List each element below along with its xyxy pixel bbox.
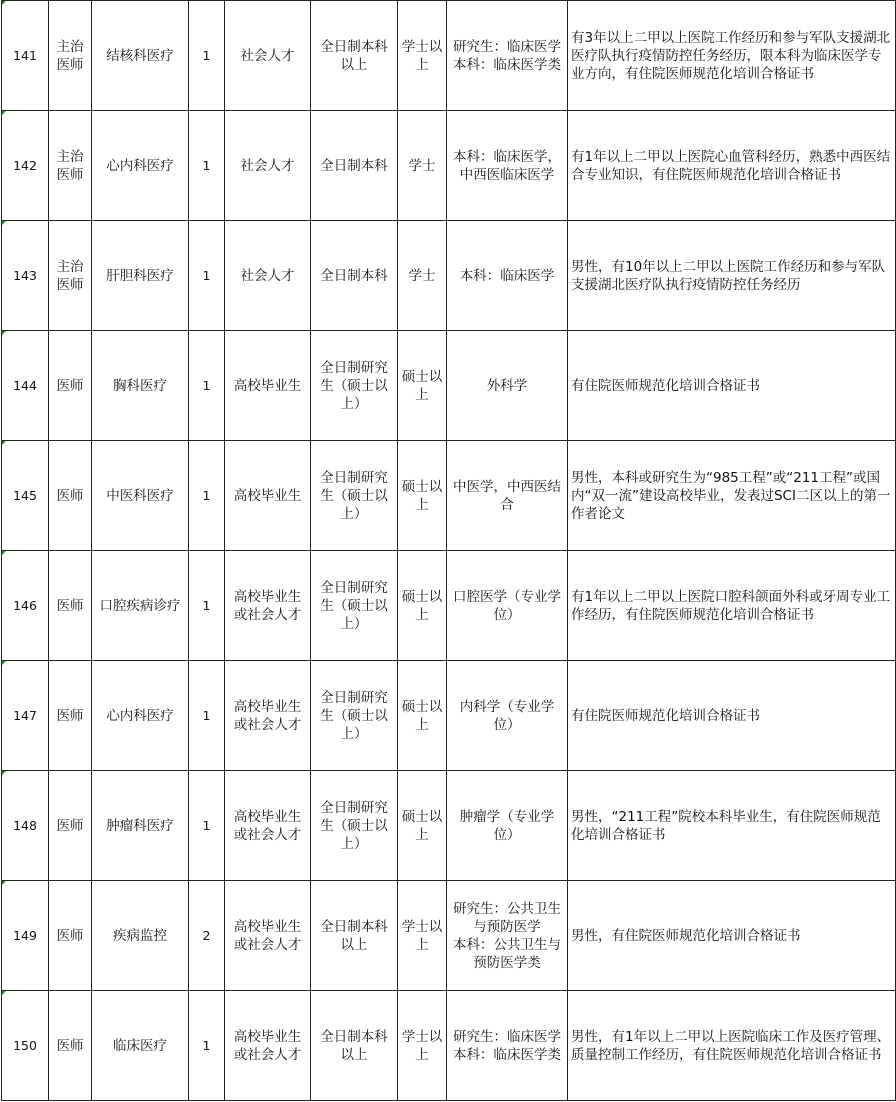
cell-source-text: 高校毕业生或社会人才 bbox=[233, 1028, 302, 1063]
cell-number bbox=[2, 991, 49, 1101]
cell-requirement-text: 有3年以上二甲以上医院工作经历和参与军队支援湖北医疗队执行疫情防控任务经历，限本科为临床医学专业方向，有住院医师规范化培训合格证书 bbox=[571, 29, 891, 82]
cell-source bbox=[225, 551, 311, 661]
cell-title bbox=[49, 771, 92, 881]
table-row bbox=[2, 221, 896, 331]
cell-position bbox=[92, 661, 189, 771]
cell-major bbox=[447, 881, 568, 991]
cell-position-text: 中医科医疗 bbox=[106, 487, 174, 504]
recruitment-table bbox=[1, 0, 896, 1101]
cell-education-text: 全日制本科以上 bbox=[320, 1028, 388, 1063]
cell-major bbox=[447, 331, 568, 441]
cell-source bbox=[225, 111, 311, 221]
cell-requirement bbox=[568, 111, 896, 221]
cell-requirement bbox=[568, 881, 896, 991]
cell-requirement-text: 男性，有10年以上二甲以上医院工作经历和参与军队支援湖北医疗队执行疫情防控任务经历 bbox=[571, 258, 886, 293]
cell-title bbox=[49, 551, 92, 661]
cell-major-text: 内科学（专业学位） bbox=[459, 698, 555, 733]
cell-number-text: 141 bbox=[13, 47, 37, 63]
cell-corner-mark bbox=[2, 661, 6, 665]
cell-education bbox=[311, 991, 398, 1101]
cell-position bbox=[92, 111, 189, 221]
cell-education-text: 全日制本科以上 bbox=[320, 38, 388, 73]
cell-requirement-text: 有1年以上二甲以上医院心血管科经历，熟悉中西医结合专业知识，有住院医师规范化培训合格证书 bbox=[571, 148, 891, 183]
cell-number-text: 145 bbox=[13, 487, 37, 503]
cell-count-text: 1 bbox=[202, 597, 211, 613]
cell-count bbox=[189, 551, 225, 661]
cell-source bbox=[225, 881, 311, 991]
cell-education-text: 全日制研究生（硕士以上） bbox=[320, 799, 388, 852]
cell-corner-mark bbox=[2, 881, 6, 885]
cell-title bbox=[49, 991, 92, 1101]
cell-corner-mark bbox=[2, 551, 6, 555]
cell-education-text: 全日制研究生（硕士以上） bbox=[320, 359, 388, 412]
cell-requirement bbox=[568, 221, 896, 331]
cell-number-text: 150 bbox=[13, 1037, 37, 1053]
cell-number-text: 148 bbox=[13, 817, 37, 833]
cell-title-text: 医师 bbox=[56, 927, 84, 944]
cell-source bbox=[225, 661, 311, 771]
cell-number-text: 142 bbox=[13, 157, 37, 173]
cell-major-text: 外科学 bbox=[486, 377, 528, 394]
cell-count bbox=[189, 331, 225, 441]
cell-number-text: 149 bbox=[13, 927, 37, 943]
cell-source bbox=[225, 771, 311, 881]
cell-count-text: 1 bbox=[202, 377, 211, 393]
cell-education-text: 全日制研究生（硕士以上） bbox=[320, 469, 388, 522]
cell-source-text: 高校毕业生 bbox=[233, 487, 302, 504]
cell-education-text: 全日制研究生（硕士以上） bbox=[320, 689, 388, 742]
cell-education bbox=[311, 1, 398, 111]
cell-major bbox=[447, 661, 568, 771]
cell-degree bbox=[398, 221, 447, 331]
cell-major-text: 本科：临床医学 bbox=[459, 267, 555, 284]
cell-major-text: 本科：临床医学，中西医临床医学 bbox=[453, 148, 561, 183]
cell-degree bbox=[398, 881, 447, 991]
cell-education-text: 全日制本科以上 bbox=[320, 918, 388, 953]
cell-major-text: 研究生：临床医学 本科：临床医学类 bbox=[453, 38, 561, 73]
cell-position bbox=[92, 881, 189, 991]
cell-title-text: 医师 bbox=[56, 817, 84, 834]
cell-education bbox=[311, 661, 398, 771]
cell-title-text: 主治医师 bbox=[56, 148, 84, 183]
cell-requirement bbox=[568, 441, 896, 551]
cell-source bbox=[225, 331, 311, 441]
cell-degree-text: 学士 bbox=[408, 157, 436, 174]
cell-title-text: 主治医师 bbox=[56, 258, 84, 293]
cell-source-text: 高校毕业生或社会人才 bbox=[233, 918, 302, 953]
table-row bbox=[2, 881, 896, 991]
cell-major bbox=[447, 441, 568, 551]
cell-requirement-text: 男性，“211工程”院校本科毕业生，有住院医师规范化培训合格证书 bbox=[571, 808, 881, 843]
cell-source-text: 社会人才 bbox=[240, 267, 295, 284]
cell-requirement-text: 有1年以上二甲以上医院口腔科颌面外科或牙周专业工作经历，有住院医师规范化培训合格证书 bbox=[571, 588, 891, 623]
cell-major bbox=[447, 991, 568, 1101]
cell-major-text: 口腔医学（专业学位） bbox=[453, 588, 561, 623]
cell-position-text: 胸科医疗 bbox=[113, 377, 167, 394]
cell-degree bbox=[398, 111, 447, 221]
cell-degree bbox=[398, 1, 447, 111]
cell-degree bbox=[398, 991, 447, 1101]
cell-corner-mark bbox=[2, 771, 6, 775]
cell-count-text: 1 bbox=[202, 47, 211, 63]
cell-requirement bbox=[568, 991, 896, 1101]
cell-major bbox=[447, 221, 568, 331]
cell-degree bbox=[398, 551, 447, 661]
cell-title bbox=[49, 661, 92, 771]
cell-count-text: 1 bbox=[202, 707, 211, 723]
cell-count bbox=[189, 991, 225, 1101]
cell-education bbox=[311, 111, 398, 221]
cell-requirement-text: 男性，有住院医师规范化培训合格证书 bbox=[571, 927, 801, 944]
cell-title bbox=[49, 1, 92, 111]
cell-number-text: 143 bbox=[13, 267, 37, 283]
cell-major-text: 研究生：临床医学 本科：临床医学类 bbox=[453, 1028, 561, 1063]
cell-corner-mark bbox=[2, 991, 6, 995]
cell-requirement bbox=[568, 1, 896, 111]
table-row bbox=[2, 771, 896, 881]
cell-position bbox=[92, 331, 189, 441]
cell-number bbox=[2, 1, 49, 111]
cell-source-text: 高校毕业生 bbox=[233, 377, 302, 394]
cell-title bbox=[49, 881, 92, 991]
cell-position bbox=[92, 771, 189, 881]
cell-education bbox=[311, 881, 398, 991]
cell-count-text: 1 bbox=[202, 817, 211, 833]
cell-education bbox=[311, 441, 398, 551]
cell-requirement-text: 男性，本科或研究生为“985工程”或“211工程”或国内“双一流”建设高校毕业，发表过SCI二区以上的第一作者论文 bbox=[571, 469, 891, 522]
cell-number bbox=[2, 441, 49, 551]
cell-major bbox=[447, 111, 568, 221]
cell-count bbox=[189, 221, 225, 331]
cell-title-text: 主治医师 bbox=[56, 38, 84, 73]
table-body bbox=[2, 1, 896, 1101]
cell-degree-text: 学士以上 bbox=[401, 918, 443, 953]
cell-count-text: 1 bbox=[202, 157, 211, 173]
cell-degree-text: 硕士以上 bbox=[401, 808, 443, 843]
cell-degree-text: 硕士以上 bbox=[401, 698, 443, 733]
table-row bbox=[2, 1, 896, 111]
cell-major-text: 研究生：公共卫生与预防医学 本科：公共卫生与预防医学类 bbox=[453, 900, 561, 971]
cell-position bbox=[92, 551, 189, 661]
cell-source-text: 社会人才 bbox=[240, 157, 295, 174]
cell-corner-mark bbox=[2, 111, 6, 115]
cell-corner-mark bbox=[2, 441, 6, 445]
cell-position-text: 结核科医疗 bbox=[106, 47, 174, 64]
cell-degree-text: 硕士以上 bbox=[401, 368, 443, 403]
cell-number-text: 144 bbox=[13, 377, 37, 393]
cell-count-text: 1 bbox=[202, 267, 211, 283]
cell-source-text: 高校毕业生或社会人才 bbox=[233, 588, 302, 623]
cell-number bbox=[2, 881, 49, 991]
table-row bbox=[2, 991, 896, 1101]
cell-degree bbox=[398, 331, 447, 441]
cell-education bbox=[311, 221, 398, 331]
table-row bbox=[2, 661, 896, 771]
cell-degree-text: 学士 bbox=[408, 267, 436, 284]
cell-degree-text: 硕士以上 bbox=[401, 478, 443, 513]
cell-requirement bbox=[568, 331, 896, 441]
cell-education bbox=[311, 771, 398, 881]
cell-requirement bbox=[568, 771, 896, 881]
cell-count-text: 1 bbox=[202, 1037, 211, 1053]
cell-requirement-text: 男性，有1年以上二甲以上医院临床工作及医疗管理、质量控制工作经历，有住院医师规范化培训合格证书 bbox=[571, 1028, 891, 1063]
cell-position-text: 疾病监控 bbox=[113, 927, 167, 944]
cell-requirement bbox=[568, 551, 896, 661]
cell-number bbox=[2, 221, 49, 331]
cell-title-text: 医师 bbox=[56, 597, 84, 614]
cell-degree-text: 硕士以上 bbox=[401, 588, 443, 623]
cell-position-text: 肿瘤科医疗 bbox=[106, 817, 174, 834]
cell-title-text: 医师 bbox=[56, 707, 84, 724]
cell-position bbox=[92, 991, 189, 1101]
cell-degree bbox=[398, 441, 447, 551]
cell-corner-mark bbox=[2, 331, 6, 335]
cell-position-text: 肝胆科医疗 bbox=[106, 267, 174, 284]
cell-degree bbox=[398, 771, 447, 881]
cell-source bbox=[225, 1, 311, 111]
cell-count bbox=[189, 881, 225, 991]
cell-major bbox=[447, 1, 568, 111]
cell-major bbox=[447, 771, 568, 881]
cell-position bbox=[92, 441, 189, 551]
table-row bbox=[2, 551, 896, 661]
cell-source-text: 高校毕业生或社会人才 bbox=[233, 698, 302, 733]
cell-title-text: 医师 bbox=[56, 377, 84, 394]
cell-major-text: 中医学，中西医结合 bbox=[453, 478, 561, 513]
cell-count bbox=[189, 771, 225, 881]
cell-count bbox=[189, 441, 225, 551]
cell-title-text: 医师 bbox=[56, 487, 84, 504]
cell-degree-text: 学士以上 bbox=[401, 1028, 443, 1063]
cell-position-text: 心内科医疗 bbox=[106, 157, 174, 174]
cell-education-text: 全日制本科 bbox=[320, 267, 388, 284]
cell-title bbox=[49, 331, 92, 441]
cell-number bbox=[2, 551, 49, 661]
table-row bbox=[2, 111, 896, 221]
cell-number bbox=[2, 111, 49, 221]
table-row bbox=[2, 331, 896, 441]
cell-requirement bbox=[568, 661, 896, 771]
cell-education-text: 全日制研究生（硕士以上） bbox=[320, 579, 388, 632]
cell-position-text: 心内科医疗 bbox=[106, 707, 174, 724]
cell-requirement-text: 有住院医师规范化培训合格证书 bbox=[571, 377, 760, 394]
cell-degree-text: 学士以上 bbox=[401, 38, 443, 73]
cell-number-text: 147 bbox=[13, 707, 37, 723]
cell-corner-mark bbox=[2, 1, 6, 5]
cell-count-text: 2 bbox=[202, 927, 211, 943]
cell-count bbox=[189, 111, 225, 221]
table-row bbox=[2, 441, 896, 551]
cell-education bbox=[311, 331, 398, 441]
cell-corner-mark bbox=[2, 221, 6, 225]
cell-title bbox=[49, 441, 92, 551]
cell-number-text: 146 bbox=[13, 597, 37, 613]
cell-title bbox=[49, 111, 92, 221]
cell-title bbox=[49, 221, 92, 331]
cell-position-text: 临床医疗 bbox=[113, 1037, 167, 1054]
cell-major-text: 肿瘤学（专业学位） bbox=[459, 808, 555, 843]
cell-position-text: 口腔疾病诊疗 bbox=[99, 597, 181, 614]
cell-source-text: 高校毕业生或社会人才 bbox=[233, 808, 302, 843]
cell-source bbox=[225, 991, 311, 1101]
cell-number bbox=[2, 331, 49, 441]
cell-number bbox=[2, 771, 49, 881]
cell-source bbox=[225, 221, 311, 331]
cell-number bbox=[2, 661, 49, 771]
cell-education bbox=[311, 551, 398, 661]
cell-major bbox=[447, 551, 568, 661]
cell-source bbox=[225, 441, 311, 551]
cell-source-text: 社会人才 bbox=[240, 47, 295, 64]
cell-title-text: 医师 bbox=[56, 1037, 84, 1054]
cell-count-text: 1 bbox=[202, 487, 211, 503]
cell-count bbox=[189, 661, 225, 771]
cell-degree bbox=[398, 661, 447, 771]
cell-position bbox=[92, 221, 189, 331]
cell-count bbox=[189, 1, 225, 111]
cell-education-text: 全日制本科 bbox=[320, 157, 388, 174]
cell-position bbox=[92, 1, 189, 111]
cell-requirement-text: 有住院医师规范化培训合格证书 bbox=[571, 707, 760, 724]
